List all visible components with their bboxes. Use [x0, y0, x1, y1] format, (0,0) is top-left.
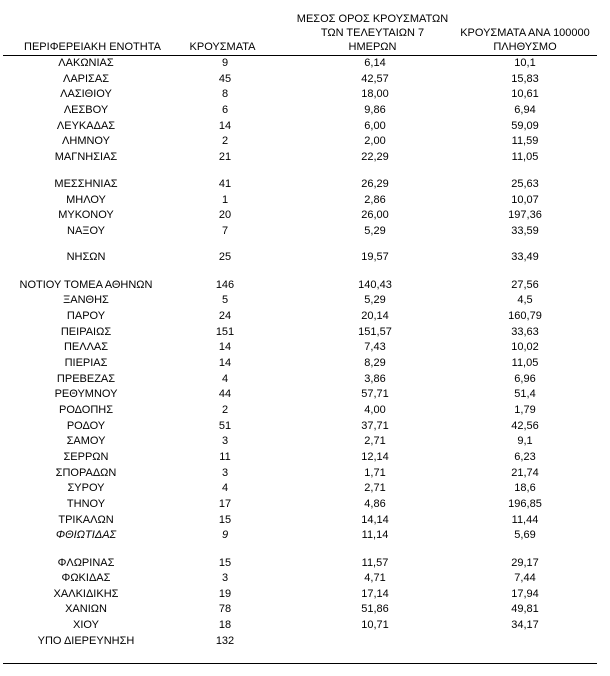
- cases-cell: 15: [218, 514, 232, 526]
- cases-cell: 45: [218, 73, 232, 85]
- cases-cell: 3: [221, 572, 229, 584]
- per100k-cell: 6,94: [514, 104, 536, 116]
- per100k-cell: 11,05: [511, 357, 539, 369]
- cases-cell: 44: [218, 388, 232, 400]
- table-row: [0, 340, 610, 354]
- table-bottom-border: [3, 663, 597, 664]
- per100k-cell: 11,44: [511, 514, 539, 526]
- header-cases: ΚΡΟΥΣΜΑΤΑ: [189, 41, 256, 53]
- region-cell: ΣΥΡΟΥ: [67, 482, 105, 494]
- table-row: [0, 618, 610, 632]
- per100k-cell: 29,17: [511, 557, 539, 569]
- table-row: [0, 387, 610, 401]
- table-row: [0, 56, 610, 70]
- table-row: [0, 119, 610, 133]
- table-row: [0, 497, 610, 511]
- table-row: [0, 466, 610, 480]
- per100k-cell: 9,1: [517, 435, 533, 447]
- avg-cell: 17,14: [361, 588, 389, 600]
- table-row: [0, 403, 610, 417]
- table-row: [0, 528, 610, 542]
- per100k-cell: 11,59: [511, 135, 539, 147]
- table-row: [0, 434, 610, 448]
- avg-cell: 2,71: [364, 482, 386, 494]
- cases-cell: 20: [218, 209, 232, 221]
- table-row: [0, 208, 610, 222]
- avg-cell: 3,86: [364, 373, 386, 385]
- avg-cell: 4,86: [364, 498, 386, 510]
- cases-cell: 21: [218, 151, 232, 163]
- header-avg-7-days: [290, 12, 455, 54]
- cases-cell: 14: [218, 341, 232, 353]
- avg-cell: 11,14: [361, 529, 389, 541]
- region-cell: ΞΑΝΘΗΣ: [63, 294, 109, 306]
- per100k-cell: 42,56: [511, 420, 539, 432]
- region-cell: ΛΑΣΙΘΙΟΥ: [60, 88, 112, 100]
- avg-cell: 1,71: [364, 467, 386, 479]
- region-cell: ΧΙΟΥ: [73, 619, 99, 631]
- per100k-cell: 1,79: [514, 404, 536, 416]
- table-row: [0, 309, 610, 323]
- table-row: [0, 250, 610, 264]
- region-cell: ΤΗΝΟΥ: [66, 498, 106, 510]
- table-row: [0, 602, 610, 616]
- region-cell: ΠΕΙΡΑΙΩΣ: [60, 326, 112, 338]
- region-cell: ΧΑΝΙΩΝ: [65, 603, 107, 615]
- cases-cell: 19: [218, 588, 232, 600]
- region-cell: ΝΟΤΙΟΥ ΤΟΜΕΑ ΑΘΗΝΩΝ: [19, 279, 153, 291]
- avg-cell: 20,14: [361, 310, 389, 322]
- per100k-cell: 7,44: [514, 572, 536, 584]
- cases-cell: 2: [221, 404, 229, 416]
- cases-cell: 151: [215, 326, 235, 338]
- region-cell: ΦΛΩΡΙΝΑΣ: [57, 557, 115, 569]
- per100k-cell: 6,23: [514, 451, 536, 463]
- cases-cell: 41: [218, 178, 232, 190]
- region-cell: ΛΕΣΒΟΥ: [63, 104, 109, 116]
- region-cell: ΛΑΚΩΝΙΑΣ: [58, 57, 114, 69]
- cases-cell: 132: [215, 635, 235, 647]
- region-cell: ΠΡΕΒΕΖΑΣ: [56, 373, 116, 385]
- per100k-cell: 17,94: [511, 588, 539, 600]
- table-row: [0, 356, 610, 370]
- per100k-cell: 18,6: [514, 482, 536, 494]
- avg-cell: 10,71: [361, 619, 389, 631]
- avg-cell: 51,86: [361, 603, 389, 615]
- per100k-cell: 6,96: [514, 373, 536, 385]
- avg-cell: 26,00: [361, 209, 389, 221]
- table-row: [0, 134, 610, 148]
- header-avg-line1: ΜΕΣΟΣ ΟΡΟΣ ΚΡΟΥΣΜΑΤΩΝ: [296, 13, 449, 25]
- cases-cell: 17: [218, 498, 232, 510]
- table-row: [0, 177, 610, 191]
- region-cell: ΡΟΔΟΠΗΣ: [58, 404, 114, 416]
- cases-cell: 24: [218, 310, 232, 322]
- table-row: [0, 72, 610, 86]
- region-cell: ΝΗΣΩΝ: [66, 251, 106, 263]
- cases-cell: 3: [221, 435, 229, 447]
- region-cell: ΥΠΟ ΔΙΕΡΕΥΝΗΣΗ: [37, 635, 135, 647]
- avg-cell: 4,00: [364, 404, 386, 416]
- header-per-line1: ΚΡΟΥΣΜΑΤΑ ΑΝΑ 100000: [460, 27, 590, 39]
- table-row: [0, 419, 610, 433]
- header-per-100k: [450, 26, 600, 54]
- header-region: ΠΕΡΙΦΕΡΕΙΑΚΗ ΕΝΟΤΗΤΑ: [24, 41, 161, 53]
- per100k-cell: 10,02: [511, 341, 539, 353]
- avg-cell: 22,29: [361, 151, 389, 163]
- table-row: [0, 556, 610, 570]
- region-cell: ΣΑΜΟΥ: [66, 435, 106, 447]
- cases-cell: 4: [221, 373, 229, 385]
- avg-cell: 37,71: [361, 420, 389, 432]
- region-cell: ΜΑΓΝΗΣΙΑΣ: [54, 151, 118, 163]
- per100k-cell: 4,5: [517, 294, 533, 306]
- avg-cell: 26,29: [361, 178, 389, 190]
- per100k-cell: 197,36: [508, 209, 542, 221]
- per100k-cell: 15,83: [511, 73, 539, 85]
- region-cell: ΜΕΣΣΗΝΙΑΣ: [54, 178, 118, 190]
- region-cell: ΠΕΛΛΑΣ: [63, 341, 109, 353]
- region-cell: ΣΠΟΡΑΔΩΝ: [55, 467, 117, 479]
- per100k-cell: 49,81: [511, 603, 539, 615]
- cases-cell: 25: [218, 251, 232, 263]
- cases-cell: 9: [221, 57, 229, 69]
- per100k-cell: 11,05: [511, 151, 539, 163]
- cases-cell: 18: [218, 619, 232, 631]
- per100k-cell: 10,61: [511, 88, 539, 100]
- cases-cell: 1: [221, 194, 229, 206]
- region-cell: ΣΕΡΡΩΝ: [63, 451, 109, 463]
- cases-cell: 14: [218, 357, 232, 369]
- region-cell: ΦΩΚΙΔΑΣ: [61, 572, 111, 584]
- cases-cell: 146: [215, 279, 235, 291]
- avg-cell: 7,43: [364, 341, 386, 353]
- per100k-cell: 10,07: [511, 194, 539, 206]
- cases-cell: 11: [219, 451, 231, 463]
- per100k-cell: 33,63: [511, 326, 539, 338]
- avg-cell: 2,86: [364, 194, 386, 206]
- avg-cell: 151,57: [358, 326, 392, 338]
- per100k-cell: 5,69: [514, 529, 536, 541]
- avg-cell: 5,29: [364, 294, 386, 306]
- table-row: [0, 634, 610, 648]
- region-cell: ΜΥΚΟΝΟΥ: [58, 209, 114, 221]
- region-cell: ΛΕΥΚΑΔΑΣ: [56, 120, 116, 132]
- table-row: [0, 278, 610, 292]
- table-row: [0, 193, 610, 207]
- avg-cell: 9,86: [364, 104, 386, 116]
- avg-cell: 57,71: [361, 388, 389, 400]
- per100k-cell: 25,63: [511, 178, 539, 190]
- avg-cell: 4,71: [364, 572, 386, 584]
- region-cell: ΝΑΞΟΥ: [67, 225, 105, 237]
- cases-cell: 78: [218, 603, 232, 615]
- avg-cell: 140,43: [358, 279, 392, 291]
- table-row: [0, 513, 610, 527]
- avg-cell: 14,14: [361, 514, 389, 526]
- region-cell: ΠΑΡΟΥ: [66, 310, 106, 322]
- avg-cell: 8,29: [364, 357, 386, 369]
- per100k-cell: 10,1: [514, 57, 536, 69]
- header-avg-line3: ΗΜΕΡΩΝ: [348, 41, 397, 53]
- per100k-cell: 34,17: [511, 619, 539, 631]
- avg-cell: 18,00: [361, 88, 389, 100]
- region-cell: ΛΑΡΙΣΑΣ: [62, 73, 109, 85]
- table-row: [0, 224, 610, 238]
- region-cell: ΠΙΕΡΙΑΣ: [64, 357, 108, 369]
- header-per-line2: ΠΛΗΘΥΣΜΟ: [493, 41, 557, 53]
- table-row: [0, 293, 610, 307]
- per100k-cell: 196,85: [508, 498, 542, 510]
- region-cell: ΤΡΙΚΑΛΩΝ: [58, 514, 114, 526]
- avg-cell: 6,00: [364, 120, 386, 132]
- table-row: [0, 150, 610, 164]
- region-cell: ΛΗΜΝΟΥ: [62, 135, 110, 147]
- per100k-cell: 21,74: [511, 467, 539, 479]
- cases-cell: 51: [218, 420, 232, 432]
- avg-cell: 11,57: [361, 557, 389, 569]
- per100k-cell: 33,59: [511, 225, 539, 237]
- table-row: [0, 103, 610, 117]
- cases-cell: 8: [221, 88, 229, 100]
- avg-cell: 2,00: [364, 135, 386, 147]
- cases-cell: 7: [221, 225, 229, 237]
- avg-cell: 2,71: [364, 435, 386, 447]
- region-cell: ΧΑΛΚΙΔΙΚΗΣ: [53, 588, 119, 600]
- per100k-cell: 59,09: [511, 120, 539, 132]
- table-row: [0, 372, 610, 386]
- cases-cell: 4: [221, 482, 229, 494]
- avg-cell: 6,14: [364, 57, 386, 69]
- table-row: [0, 587, 610, 601]
- region-cell: ΡΟΔΟΥ: [66, 420, 106, 432]
- cases-cell: 2: [221, 135, 229, 147]
- avg-cell: 5,29: [364, 225, 386, 237]
- table-row: [0, 87, 610, 101]
- cases-cell: 14: [218, 120, 232, 132]
- region-cell: ΦΘΙΩΤΙΔΑΣ: [55, 529, 117, 541]
- per100k-cell: 51,4: [514, 388, 536, 400]
- cases-cell: 3: [221, 467, 229, 479]
- table-row: [0, 571, 610, 585]
- region-cell: ΡΕΘΥΜΝΟΥ: [54, 388, 118, 400]
- cases-cell: 6: [221, 104, 229, 116]
- table-row: [0, 481, 610, 495]
- per100k-cell: 33,49: [511, 251, 539, 263]
- avg-cell: 12,14: [361, 451, 389, 463]
- avg-cell: 19,57: [361, 251, 389, 263]
- cases-cell: 5: [221, 294, 229, 306]
- per100k-cell: 160,79: [508, 310, 542, 322]
- cases-cell: 15: [218, 557, 232, 569]
- table-row: [0, 325, 610, 339]
- cases-cell: 9: [221, 529, 229, 541]
- header-avg-line2: ΤΩΝ ΤΕΛΕΥΤΑΙΩΝ 7: [320, 27, 425, 39]
- region-cell: ΜΗΛΟΥ: [66, 194, 106, 206]
- table-row: [0, 450, 610, 464]
- avg-cell: 42,57: [361, 73, 389, 85]
- per100k-cell: 27,56: [511, 279, 539, 291]
